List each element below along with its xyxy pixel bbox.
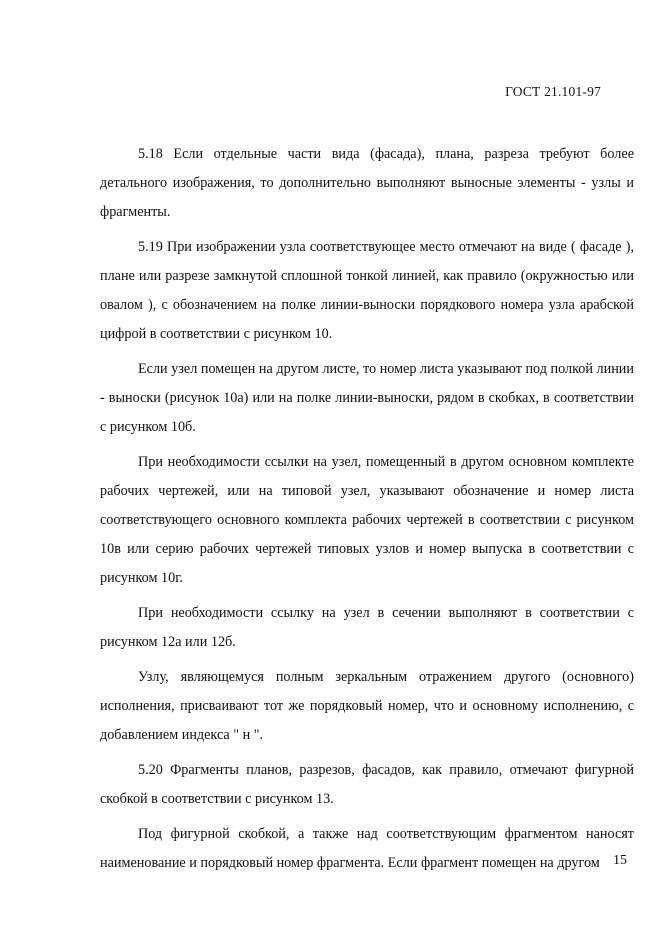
paragraph-5-19: 5.19 При изображении узла соответствующее место отмечают на виде ( фасаде ), плане или разрезе замкнутой сплошной тонкой линией, как правило (окружностью или овалом ), с обозначением на полке линии-выноски порядкового номера узла арабской цифрой в соответствии с рисунком 10.: [100, 239, 634, 342]
paragraph-mirror-node: Узлу, являющемуся полным зеркальным отражением другого (основного) исполнения, присваивают тот же порядковый номер, что и основному исполнению, с добавлением индекса " н ".: [100, 669, 634, 743]
paragraph-5-20: 5.20 Фрагменты планов, разрезов, фасадов, как правило, отмечают фигурной скобкой в соответствии с рисунком 13.: [100, 762, 634, 807]
document-body: [100, 140, 634, 879]
document-code-header: ГОСТ 21.101-97: [505, 84, 601, 99]
paragraph-node-other-sheet: Если узел помещен на другом листе, то номер листа указывают под полкой линии - выноски (рисунок 10а) или на полке линии-выноски, рядом в скобках, в соответствии с рисунком 10б.: [100, 361, 634, 435]
paragraph-node-section: При необходимости ссылку на узел в сечении выполняют в соответствии с рисунком 12а или 12б.: [100, 605, 634, 650]
paragraph-fragment-name: Под фигурной скобкой, а также над соответствующим фрагментом наносят наименование и порядковый номер фрагмента. Если фрагмент помещен на другом: [100, 826, 634, 871]
paragraph-5-18: 5.18 Если отдельные части вида (фасада), плана, разреза требуют более детального изображения, то дополнительно выполняют выносные элементы - узлы и фрагменты.: [100, 146, 634, 220]
paragraph-node-reference: При необходимости ссылки на узел, помещенный в другом основном комплекте рабочих чертежей, или на типовой узел, указывают обозначение и номер листа соответствующего основного комплекта рабочих чертежей в соответствии с рисунком 10в или серию рабочих чертежей типовых узлов и номер выпуска в соответствии с рисунком 10г.: [100, 454, 634, 586]
page-number: 15: [613, 853, 627, 868]
